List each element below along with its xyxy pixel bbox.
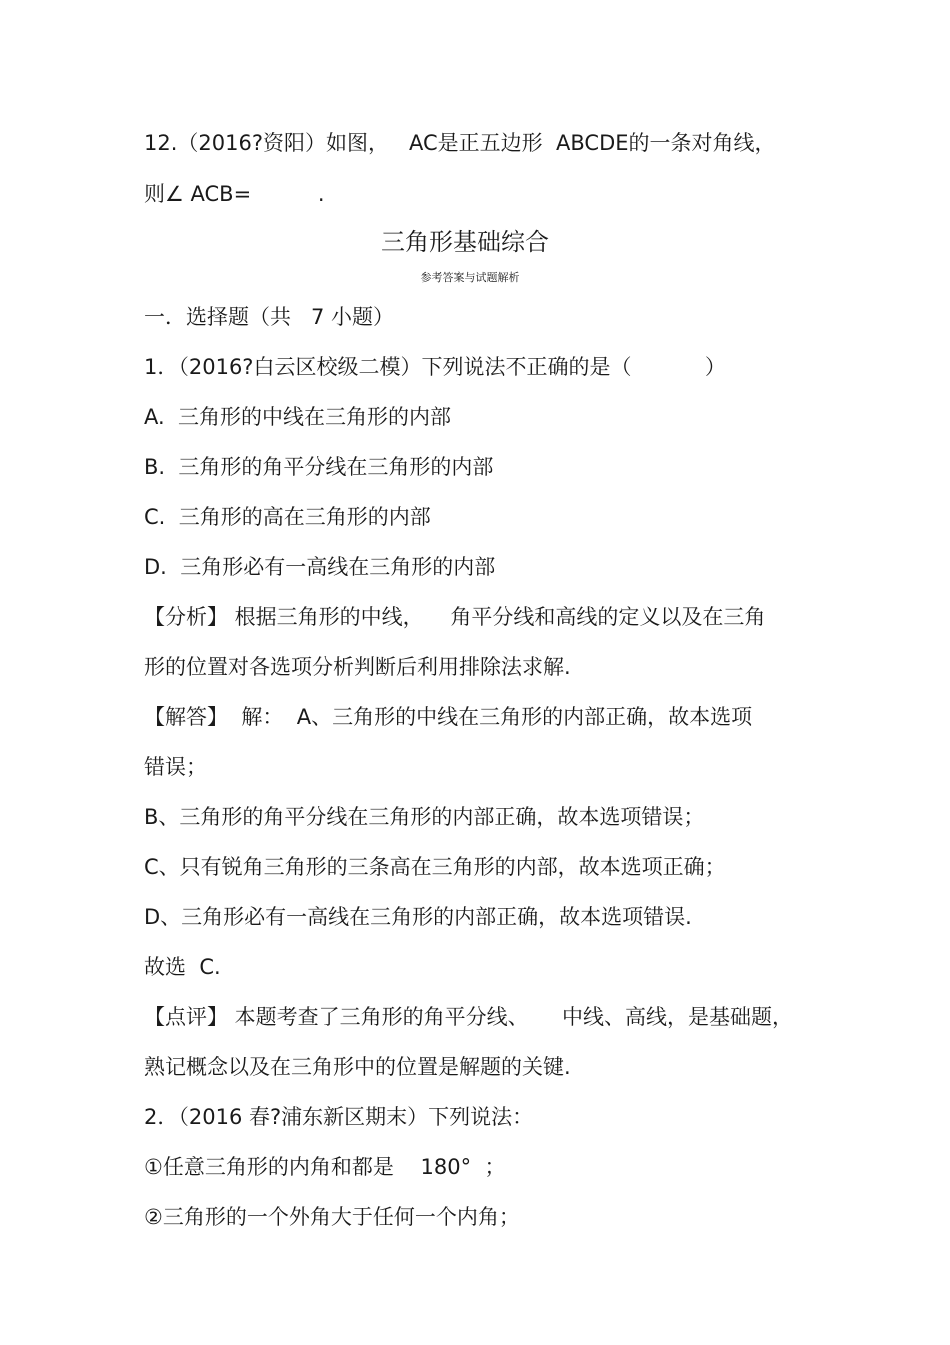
question-2-item-1: ①任意三角形的内角和都是 180° ； <box>144 1155 506 1179</box>
comment-line-1: 【点评】 本题考查了三角形的角平分线、 中线、高线，是基础题， <box>144 1005 794 1029</box>
solution-line-1: 【解答】 解： A、三角形的中线在三角形的内部正确，故本选项 <box>144 705 753 729</box>
question-12-line-1: 12.（2016?资阳）如图， AC是正五边形 ABCDE的一条对角线， <box>144 131 776 155</box>
analysis-line-2: 形的位置对各选项分析判断后利用排除法求解. <box>144 655 571 679</box>
question-1-stem: 1．（2016?白云区校级二模）下列说法不正确的是（ ） <box>144 355 726 379</box>
solution-line-3: B、三角形的角平分线在三角形的内部正确，故本选项错误； <box>144 805 705 829</box>
option-a: A. 三角形的中线在三角形的内部 <box>144 405 452 429</box>
comment-line-2: 熟记概念以及在三角形中的位置是解题的关键. <box>144 1055 571 1079</box>
option-b: B. 三角形的角平分线在三角形的内部 <box>144 455 494 479</box>
question-2-stem: 2．（2016 春?浦东新区期末）下列说法： <box>144 1105 534 1129</box>
page-title: 三角形基础综合 <box>381 228 549 256</box>
solution-line-6: 故选 C. <box>144 955 221 979</box>
solution-line-2: 错误； <box>144 755 207 779</box>
option-d: D. 三角形必有一高线在三角形的内部 <box>144 555 496 579</box>
option-c: C. 三角形的高在三角形的内部 <box>144 505 431 529</box>
analysis-line-1: 【分析】 根据三角形的中线， 角平分线和高线的定义以及在三角 <box>144 605 766 629</box>
section-heading: 一．选择题（共 7 小题） <box>144 305 395 329</box>
page-subtitle: 参考答案与试题解析 <box>420 271 520 284</box>
question-12-line-2: 则∠ ACB= . <box>144 182 325 206</box>
solution-line-5: D、三角形必有一高线在三角形的内部正确，故本选项错误. <box>144 905 692 929</box>
solution-line-4: C、只有锐角三角形的三条高在三角形的内部，故本选项正确； <box>144 855 726 879</box>
question-2-item-2: ②三角形的一个外角大于任何一个内角； <box>144 1205 520 1229</box>
